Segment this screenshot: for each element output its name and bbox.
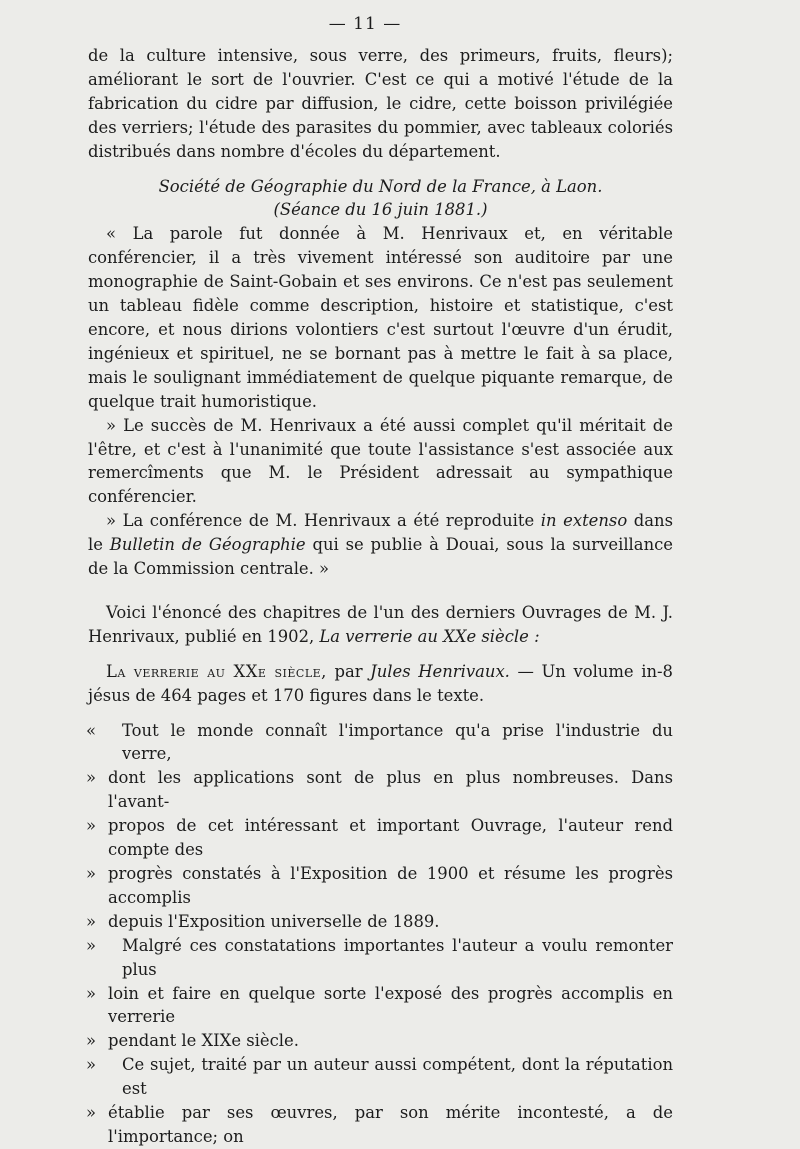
- review-line: « Tout le monde connaît l'importance qu'a prise l'industrie du verre,: [86, 720, 673, 764]
- report-paragraph-3: » La conférence de M. Henrivaux a été reproduite in extenso dans le Bulletin de Géographie qui se publie à Douai, sous la surveillance de la Commission centrale. »: [88, 511, 674, 579]
- review-line: » progrès constatés à l'Exposition de 1900 et résume les progrès accomplis: [86, 864, 673, 907]
- chapters-intro: Voici l'énoncé des chapitres de l'un des derniers Ouvrages de M. J. Henrivaux, publié en 1902, La verrerie au XXe siècle :: [88, 602, 673, 646]
- report-paragraph-1: « La parole fut donnée à M. Henrivaux et, en véritable conférencier, il a très vivement intéressé son auditoire par une monographie de Saint-Gobain et ses environs. Ce n'est pas seulement un tableau fidèle comme description, histoire et statistique, c'est encore, et nous dirions volontiers c'est surtout l'œuvre d'un érudit, ingénieux et spirituel, ne se bornant pas à mettre le fait à sa place, mais le soulignant immédiatement de quelque piquante remarque, de quelque trait humoristique.: [88, 224, 673, 411]
- review-line: » Ce sujet, traité par un auteur aussi compétent, dont la réputation est: [86, 1055, 673, 1099]
- review-line: » depuis l'Exposition universelle de 1889.: [86, 911, 440, 931]
- book-title-italic: La verrerie au XXe siècle :: [319, 626, 540, 646]
- society-heading-line1: Société de Géographie du Nord de la France, à Laon.: [158, 176, 603, 196]
- page-number: — 11 —: [328, 14, 402, 34]
- in-extenso-italic: in extenso: [540, 511, 628, 531]
- intro-paragraph: de la culture intensive, sous verre, des primeurs, fruits, fleurs); améliorant le sort de l'ouvrier. C'est ce qui a motivé l'étude de la fabrication du cidre par diffusion, le cidre, cette boisson privilégiée des verriers; l'étude des parasites du pommier, avec tableaux coloriés distribués dans nombre d'écoles du département.: [88, 46, 673, 161]
- book-author: Jules Henrivaux.: [370, 661, 510, 681]
- bulletin-title: Bulletin de Géographie: [109, 535, 306, 555]
- review-line: » dont les applications sont de plus en plus nombreuses. Dans l'avant-: [86, 768, 673, 812]
- society-heading-line2: (Séance du 16 juin 1881.): [273, 200, 488, 220]
- book-entry: La verrerie au XXe siècle, par Jules Henrivaux. — Un volume in-8 jésus de 464 pages et 170 figures dans le texte.: [88, 661, 673, 705]
- book-title-smallcaps: La verrerie au XXe siècle,: [106, 661, 327, 681]
- page-body: [88, 44, 673, 1149]
- review-line: » loin et faire en quelque sorte l'exposé des progrès accomplis en verrerie: [86, 983, 673, 1027]
- review-line: » propos de cet intéressant et important Ouvrage, l'auteur rend compte des: [86, 816, 673, 860]
- review-quote: [88, 719, 673, 1149]
- review-line: » pendant le XIXe siècle.: [86, 1031, 299, 1051]
- review-line: » établie par ses œuvres, par son mérite incontesté, a de l'importance; on: [86, 1103, 673, 1146]
- review-line: » Malgré ces constatations importantes l'auteur a voulu remonter plus: [86, 935, 673, 979]
- report-paragraph-2: » Le succès de M. Henrivaux a été aussi complet qu'il méritait de l'être, et c'est à l'unanimité que toute l'assistance s'est associée aux remercîments que M. le Président adressait au sympathique conférencier.: [88, 415, 673, 507]
